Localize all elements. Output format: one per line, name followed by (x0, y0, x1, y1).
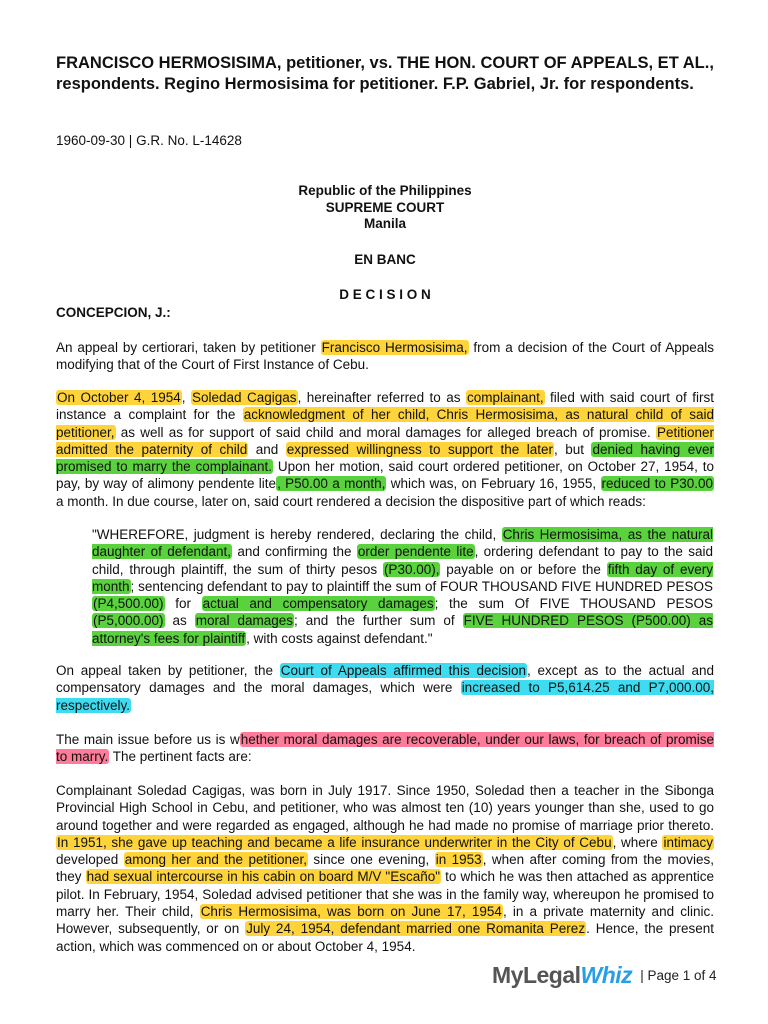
text-run: as (164, 613, 195, 629)
highlight-pink: hether moral damages are recoverable, under our laws, for breach of promise to marry. (56, 732, 714, 765)
text-run: from a decision of the Court of Appeals modifying that of the Court of First Instance of Cebu. (56, 340, 714, 373)
page-footer (492, 960, 717, 990)
text-run: developed (56, 852, 124, 868)
republic-line: Republic of the Philippines (298, 183, 472, 198)
page-number: | Page 1 of 4 (640, 967, 717, 983)
highlight-blue: Court of Appeals affirmed this decision (280, 663, 526, 678)
text-run: and confirming the (232, 544, 357, 560)
text-run: The main issue before us is w (56, 732, 240, 747)
highlight-green: Chris Hermosisima, as the natural daughter of defendant, (92, 527, 713, 560)
text-run: ; and the further sum of (294, 613, 463, 629)
text-run: as well as for support of said child and moral damages for alleged breach of promise. (115, 424, 656, 440)
highlight-yellow: Soledad Cagigas (192, 390, 297, 405)
highlight-yellow: July 24, 1954, defendant married one Romanita Perez (246, 921, 586, 937)
highlight-green: denied having ever promised to marry the complainant. (56, 441, 714, 475)
highlight-yellow: On October 4, 1954 (57, 390, 181, 405)
highlight-green: order pendente lite (357, 544, 474, 560)
highlight-yellow: expressed willingness to support the later (286, 441, 553, 457)
ponente: CONCEPCION, J.: (56, 305, 171, 320)
paragraph-3 (56, 662, 714, 714)
paragraph-5 (56, 782, 714, 955)
mylegalwhiz-logo (492, 962, 632, 989)
text-run: filed with said court of first instance a complaint for the (56, 390, 714, 423)
highlight-green: moral damages (195, 613, 293, 629)
text-run: , with costs against defendant." (246, 630, 433, 646)
text-run: , ordering defendant to pay to the said child, through plaintiff, the sum of thirty pesos (92, 544, 713, 577)
court-line: SUPREME COURT (325, 199, 445, 215)
highlight-green: reduced to P30.00 (601, 476, 713, 492)
highlight-green: , P50.00 a month, (277, 476, 386, 492)
decision-heading: D E C I S I O N (339, 287, 431, 302)
highlight-green: (P30.00), (383, 561, 440, 577)
text-run: , in a private maternity and clinic. However, subsequently, or on (56, 904, 714, 937)
case-title: FRANCISCO HERMOSISIMA, petitioner, vs. THE HON. COURT OF APPEALS, ET AL., respondents. Regino Hermosisima for petitioner. F.P. Gabriel, Jr. for respondents. (56, 54, 714, 93)
highlight-yellow: intimacy (663, 834, 713, 850)
text-run: , (181, 390, 191, 405)
court-header (56, 183, 714, 233)
paragraph-4 (56, 731, 714, 766)
paragraph-1 (56, 339, 714, 374)
text-run: since one evening, (308, 852, 435, 868)
text-run: for (164, 596, 202, 612)
text-run: a month. In due course, later on, said court rendered a decision the dispositive part of which reads: (56, 493, 646, 509)
highlight-yellow: complainant, (467, 390, 544, 405)
text-run: payable on or before the (440, 561, 607, 577)
highlight-green: actual and compensatory damages (202, 596, 434, 612)
text-run: ; sentencing defendant to pay to plaintiff the sum of FOUR THOUSAND FIVE HUNDRED PESOS (130, 578, 713, 594)
highlight-yellow: Petitioner admitted the paternity of child (56, 424, 714, 457)
logo-text: MyLegal (492, 961, 581, 988)
highlight-yellow: acknowledgment of her child, Chris Hermosisima, as natural child of said petitioner, (56, 407, 714, 440)
text-run: Upon her motion, said court ordered petitioner, on October 27, 1954, to pay, by way of alimony pendente lite (56, 459, 715, 492)
text-run: , except as to the actual and compensatory damages and the moral damages, which were (56, 663, 714, 696)
highlight-yellow: had sexual intercourse in his cabin on board M/V "Escaño" (86, 869, 441, 885)
text-run: . Hence, the present action, which was commenced on or about October 4, 1954. (56, 921, 714, 954)
division-line: EN BANC (354, 252, 416, 267)
city-line: Manila (363, 216, 406, 231)
logo-text-accent: Whiz (580, 961, 633, 988)
case-meta: 1960-09-30 | G.R. No. L-14628 (56, 133, 242, 148)
text-run: , when after coming from the movies, they (56, 852, 714, 885)
highlight-green: (P5,000.00) (93, 613, 164, 629)
quoted-dispositive (92, 526, 713, 647)
text-run: which was, on February 16, 1955, (386, 476, 601, 492)
text-run: , where (612, 834, 663, 850)
highlight-yellow: Francisco Hermosisima, (321, 340, 468, 355)
highlight-yellow: Chris Hermosisima, was born on June 17, 1954 (200, 904, 502, 920)
text-run: , hereinafter referred to as (297, 390, 467, 405)
highlight-green: FIVE HUNDRED PESOS (P500.00) as attorney's fees for plaintiff (92, 613, 714, 646)
text-run: , but (553, 441, 592, 457)
highlight-green: fifth day of every month (92, 561, 713, 594)
paragraph-2 (56, 389, 714, 510)
highlight-yellow: among her and the petitioner, (124, 852, 307, 868)
highlight-blue: increased to P5,614.25 and P7,000.00, respectively. (56, 680, 714, 713)
text-run: "WHEREFORE, judgment is hereby rendered, declaring the child, (92, 527, 502, 542)
text-run: and (248, 441, 286, 457)
text-run: On appeal taken by petitioner, the (56, 663, 280, 678)
text-run: Complainant Soledad Cagigas, was born in July 1917. Since 1950, Soledad then a teacher in the Sibonga Provincial High School in Cebu, and petitioner, who was almost ten (10) years younger than she, used to go around together and were regarded as engaged, although he had made no promise of marriage prior thereto. (56, 783, 714, 833)
highlight-yellow: In 1951, she gave up teaching and became a life insurance underwriter in the City of Cebu (57, 834, 612, 850)
text-run: ; the sum Of FIVE THOUSAND PESOS (434, 596, 713, 612)
highlight-green: (P4,500.00) (93, 596, 164, 612)
text-run: to which he was then attached as apprentice pilot. In February, 1954, Soledad advised petitioner that she was in the family way, whereupon he promised to marry her. Their child, (56, 869, 714, 920)
text-run: The pertinent facts are: (109, 749, 252, 765)
highlight-yellow: in 1953 (435, 852, 482, 868)
text-run: An appeal by certiorari, taken by petitioner (56, 340, 321, 355)
